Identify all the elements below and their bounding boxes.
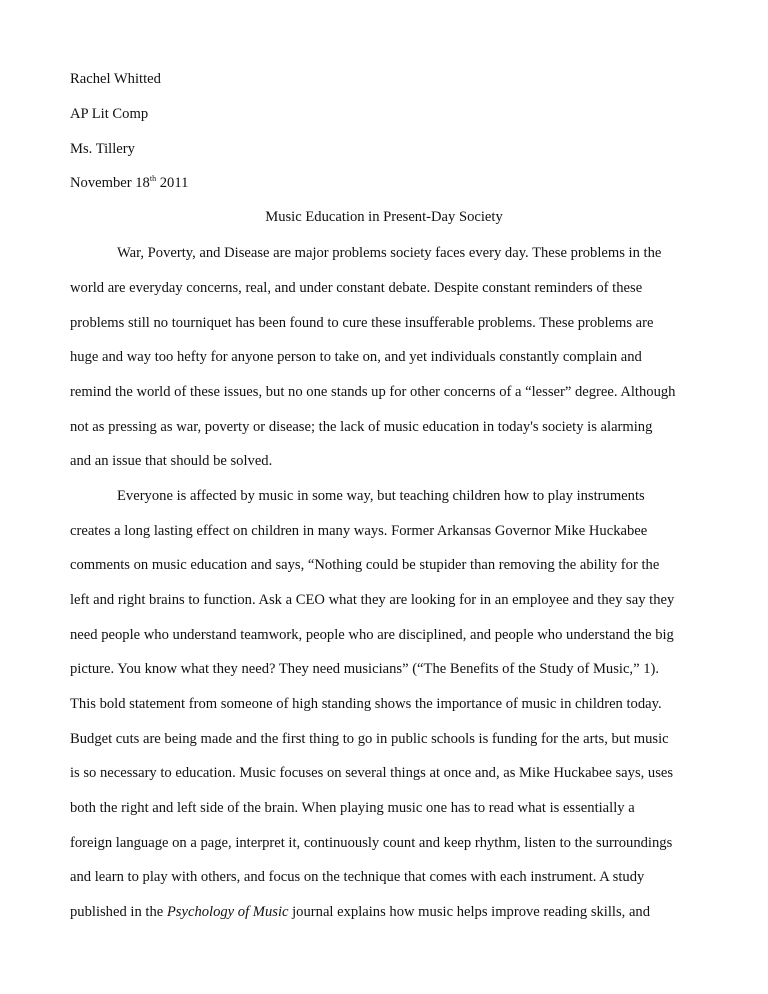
journal-title: Psychology of Music <box>166 904 289 920</box>
author-name: Rachel Whitted <box>70 71 161 87</box>
body-line: both the right and left side of the brain. When playing music one has to read what is essentially a <box>70 800 635 816</box>
body-line: and learn to play with others, and focus on the technique that comes with each instrument. A study <box>70 869 645 885</box>
essay-date <box>70 174 188 192</box>
citation-lead: published in the <box>70 904 167 920</box>
body-line: creates a long lasting effect on children in many ways. Former Arkansas Governor Mike Huckabee <box>70 523 648 539</box>
date-year: 2011 <box>156 175 189 191</box>
body-line: huge and way too hefty for anyone person to take on, and yet individuals constantly complain and <box>70 349 642 365</box>
body-line: need people who understand teamwork, people who are disciplined, and people who understand the big <box>70 627 674 643</box>
body-line: picture. You know what they need? They need musicians” (“The Benefits of the Study of Music,” 1). <box>70 661 660 677</box>
body-line: not as pressing as war, poverty or disease; the lack of music education in today's society is alarming <box>70 419 653 435</box>
citation-tail: journal explains how music helps improve reading skills, and <box>288 904 651 920</box>
course-name: AP Lit Comp <box>70 106 149 122</box>
body-line: is so necessary to education. Music focuses on several things at once and, as Mike Huckabee says, uses <box>70 765 674 781</box>
body-line: This bold statement from someone of high standing shows the importance of music in children today. <box>70 696 662 712</box>
essay-title: Music Education in Present-Day Society <box>265 209 503 225</box>
body-line: foreign language on a page, interpret it, continuously count and keep rhythm, listen to the surroundings <box>70 835 673 851</box>
body-line: problems still no tourniquet has been found to cure these insufferable problems. These problems are <box>70 315 654 331</box>
body-line: remind the world of these issues, but no one stands up for other concerns of a “lesser” degree. Although <box>70 384 676 400</box>
date-month-day: November 18 <box>70 175 150 191</box>
body-line: left and right brains to function. Ask a CEO what they are looking for in an employee and they say they <box>70 592 675 608</box>
body-line: War, Poverty, and Disease are major problems society faces every day. These problems in the <box>117 245 662 261</box>
teacher-name: Ms. Tillery <box>70 141 135 157</box>
body-line-last <box>70 903 650 921</box>
body-line: and an issue that should be solved. <box>70 453 273 469</box>
body-line: comments on music education and says, “Nothing could be stupider than removing the ability for the <box>70 557 660 573</box>
body-line: Budget cuts are being made and the first thing to go in public schools is funding for the arts, but music <box>70 731 669 747</box>
body-line: world are everyday concerns, real, and under constant debate. Despite constant reminders of these <box>70 280 643 296</box>
body-line: Everyone is affected by music in some way, but teaching children how to play instruments <box>117 488 645 504</box>
date-ordinal: th <box>149 174 157 183</box>
